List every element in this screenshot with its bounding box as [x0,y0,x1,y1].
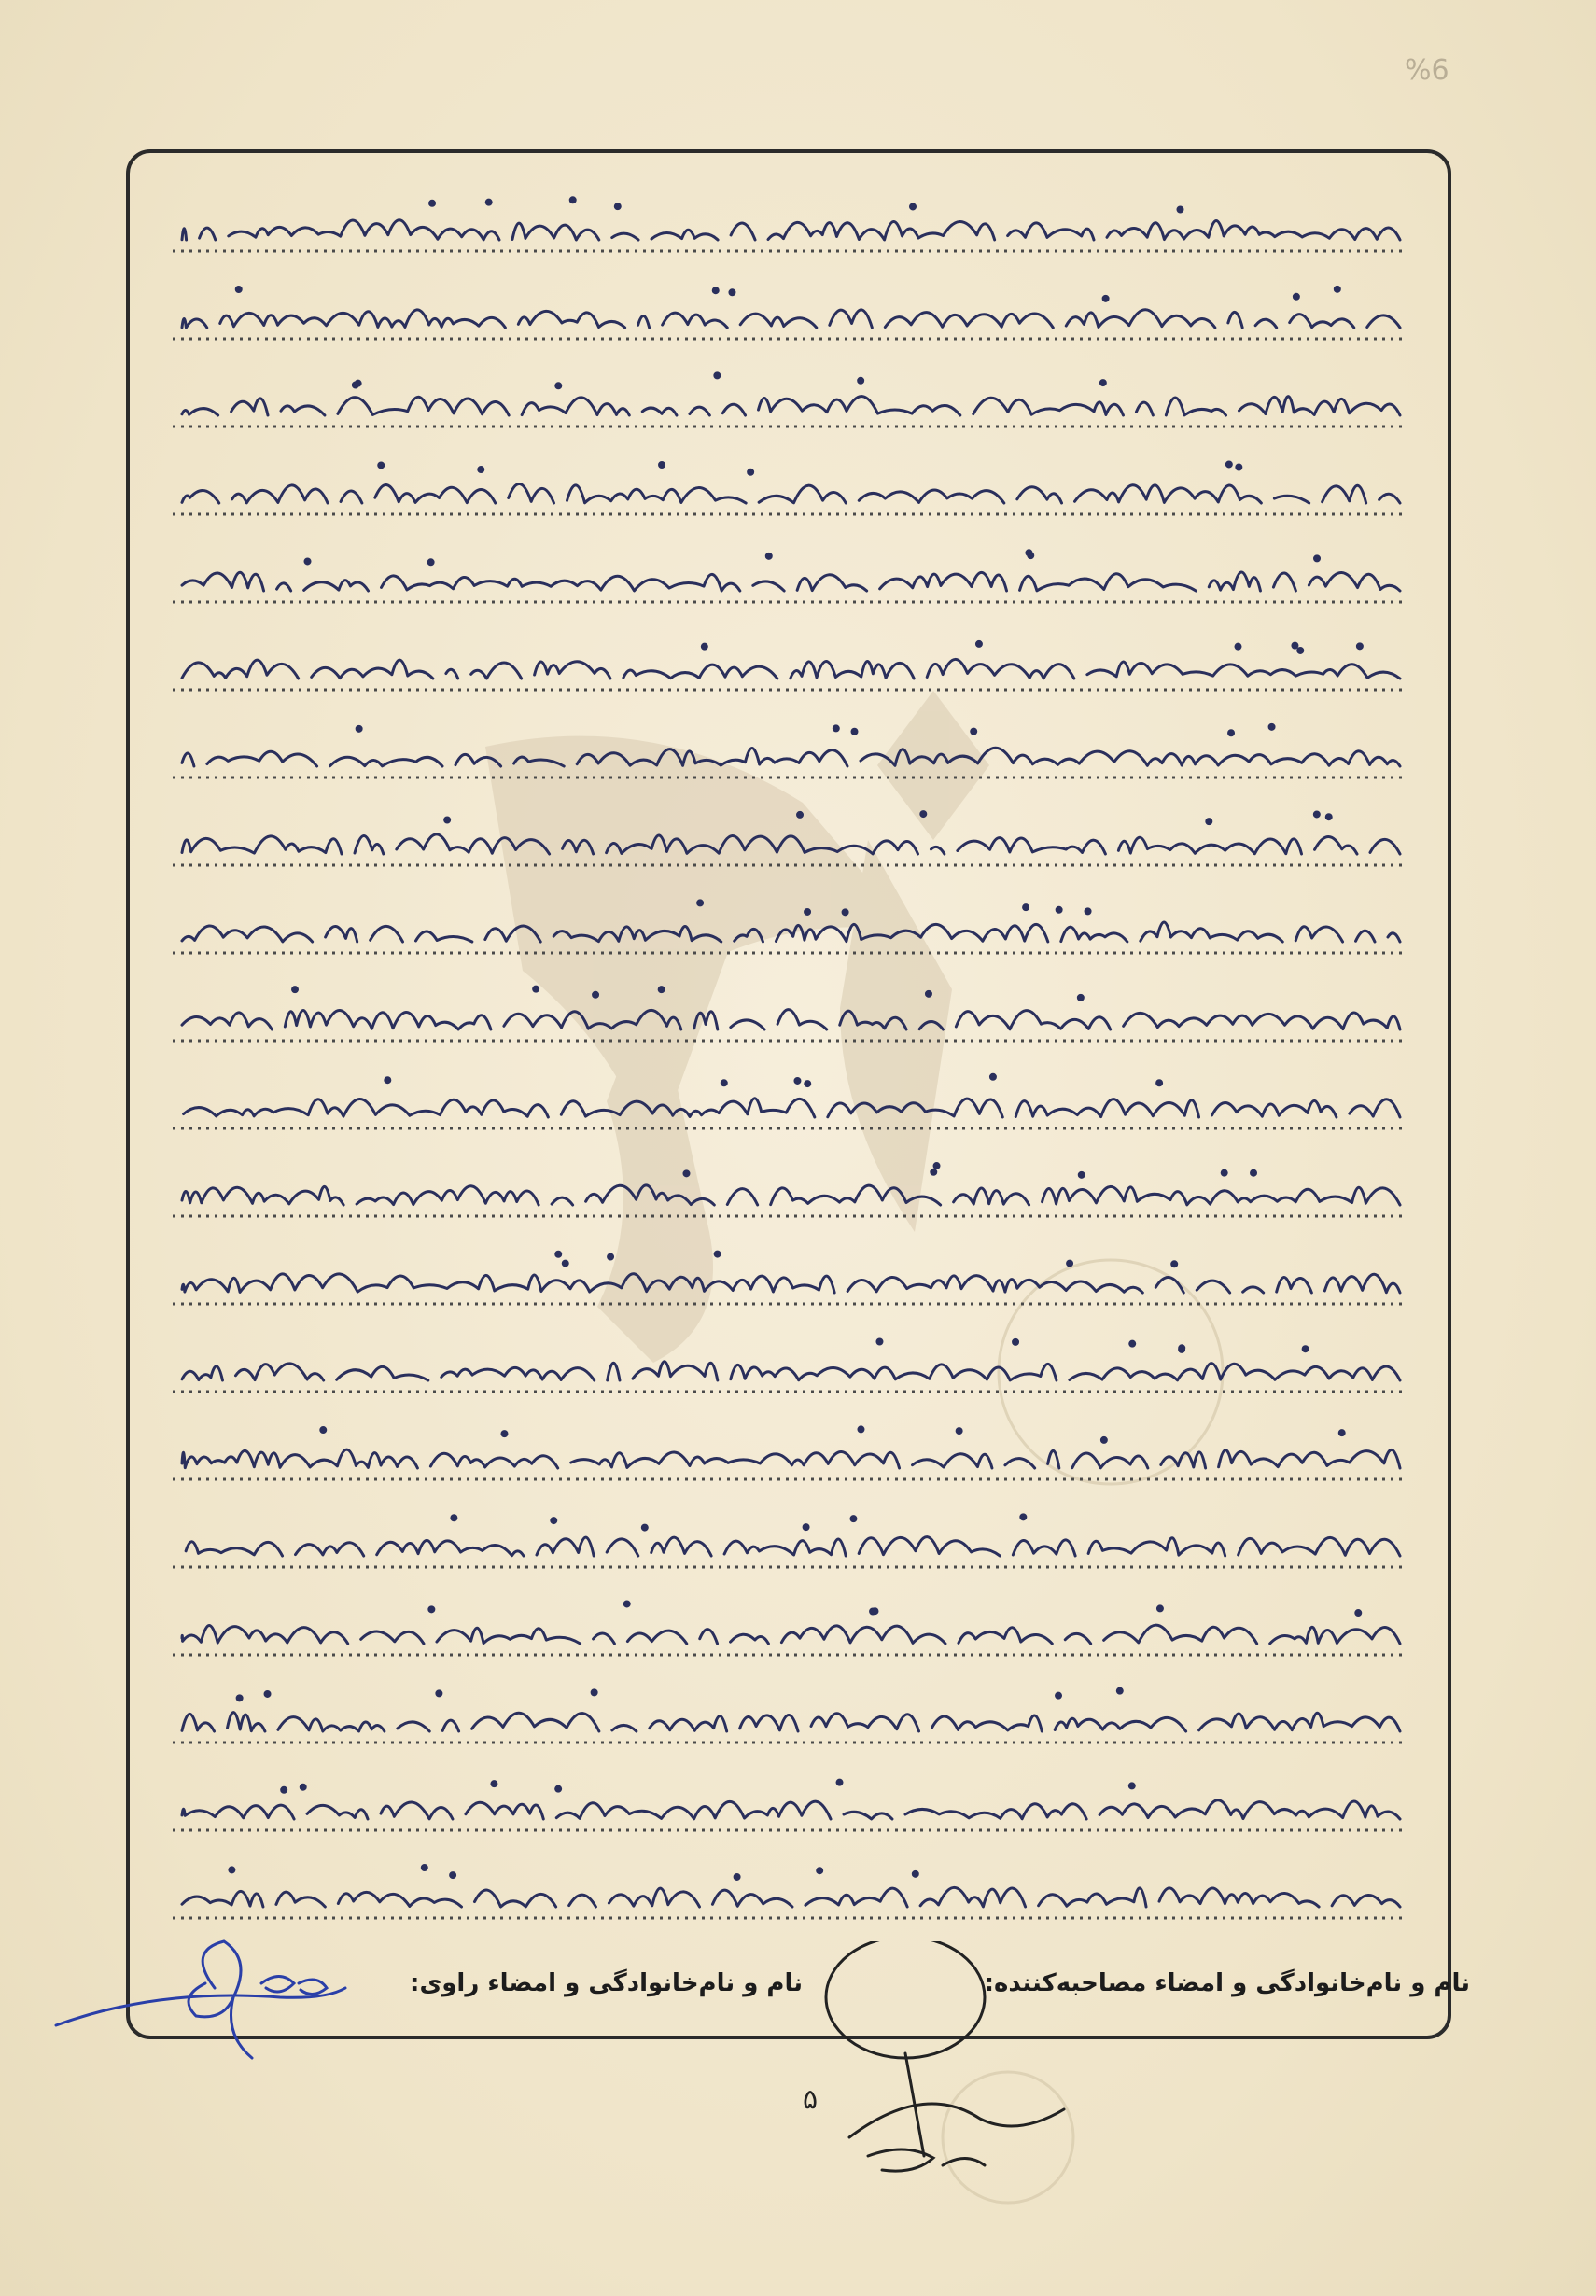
diacritic-dot [1057,907,1061,912]
diacritic-dot [1252,1170,1256,1175]
diacritic-dot [357,726,361,731]
diacritic-dot [1180,1346,1184,1351]
handwritten-line [173,1537,1400,1556]
diacritic-dot [721,1081,726,1085]
diacritic-dot [445,818,450,822]
diacritic-dot [1172,1262,1177,1267]
diacritic-dot [851,1517,856,1521]
diacritic-dot [749,469,753,474]
corner-mark: %6 [1405,54,1449,87]
diacritic-dot [713,288,718,293]
diacritic-dot [556,384,561,388]
diacritic-dot [926,991,931,996]
diacritic-dot [552,1519,556,1523]
diacritic-dot [1103,296,1108,301]
diacritic-dot [871,1609,875,1614]
diacritic-dot [230,1868,234,1872]
handwritten-line [182,1625,1400,1644]
diacritic-dot [556,1252,561,1256]
diacritic-dot [833,726,838,731]
diacritic-dot [624,1602,629,1606]
diacritic-dot [1101,1437,1106,1442]
diacritic-dot [451,1873,455,1878]
diacritic-dot [1222,1170,1226,1175]
diacritic-dot [379,463,384,468]
diacritic-dot [1078,995,1083,1000]
diacritic-dot [594,992,598,997]
handwritten-line [182,748,1400,766]
handwritten-line [171,1099,1400,1117]
diacritic-dot [1129,1784,1134,1788]
diacritic-dot [877,1339,882,1344]
diacritic-dot [1315,556,1320,561]
handwritten-line [182,483,1400,503]
diacritic-dot [1068,1261,1072,1266]
diacritic-dot [1130,1341,1135,1346]
diacritic-dot [957,1429,961,1434]
diacritic-dot [1100,381,1105,385]
diacritic-dot [852,729,857,734]
diacritic-dot [1314,812,1319,817]
handwritten-line [182,1362,1400,1380]
diacritic-dot [1157,1606,1162,1611]
handwritten-line [182,1887,1400,1907]
diacritic-dot [818,1869,822,1873]
diacritic-dot [1157,1081,1162,1085]
diacritic-dot [570,198,575,203]
handwritten-line [182,1185,1400,1205]
diacritic-dot [804,1525,808,1530]
diacritic-dot [698,901,703,905]
diacritic-dot [237,1696,242,1701]
diacritic-dot [843,910,847,915]
narrator-signature [47,1932,355,2063]
diacritic-dot [684,1171,689,1176]
diacritic-dot [1229,731,1234,735]
diacritic-dot [452,1516,456,1520]
diacritic-dot [1027,551,1031,555]
diacritic-dot [1178,207,1183,212]
diacritic-dot [479,468,483,472]
handwritten-line [182,834,1400,854]
diacritic-dot [1014,1339,1018,1344]
diacritic-dot [660,462,665,467]
diacritic-dot [1339,1431,1344,1435]
diacritic-dot [1024,905,1029,910]
diacritic-dot [642,1525,647,1530]
diacritic-dot [437,1691,441,1696]
page-number: ۵ [803,2083,819,2116]
diacritic-dot [1207,819,1211,824]
diacritic-dot [430,201,435,205]
diacritic-dot [1021,1515,1026,1519]
diacritic-dot [321,1428,326,1433]
handwritten-line [182,1800,1400,1819]
diacritic-dot [1085,909,1090,914]
diacritic-dot [265,1691,270,1696]
diacritic-dot [385,1078,390,1083]
diacritic-dot [353,383,357,387]
diacritic-dot [1057,1693,1061,1698]
diacritic-dot [972,729,976,734]
diacritic-dot [1303,1347,1308,1351]
diacritic-dot [1237,465,1241,469]
diacritic-dot [735,1874,739,1879]
diacritic-dot [486,200,491,204]
diacritic-dot [1269,724,1274,729]
diacritic-dot [913,1871,917,1876]
handwritten-line [182,1010,1400,1029]
interviewer-signature [793,1941,1101,2193]
diacritic-dot [715,1252,720,1256]
handwritten-line [182,310,1400,328]
diacritic-dot [592,1690,596,1695]
interviewer-signature-label: نام و نام‌خانوادگی و امضاء مصاحبه‌کننده: [984,1969,1470,1997]
diacritic-dot [282,1787,287,1792]
handwritten-line [182,397,1400,415]
diacritic-dot [859,1427,863,1432]
diacritic-dot [715,373,720,378]
diacritic-dot [1356,1611,1361,1616]
diacritic-dot [556,1786,561,1791]
diacritic-dot [301,1785,305,1789]
diacritic-dot [609,1254,613,1259]
handwritten-line [182,922,1400,942]
diacritic-dot [837,1780,842,1785]
handwritten-line [182,1449,1400,1468]
diacritic-dot [702,644,707,649]
handwriting-ink [163,182,1414,1955]
diacritic-dot [921,812,926,817]
diacritic-dot [859,378,863,383]
diacritic-dot [730,290,735,295]
diacritic-dot [798,812,803,817]
diacritic-dot [659,987,664,992]
diacritic-dot [795,1078,800,1083]
handwritten-line [182,572,1400,591]
diacritic-dot [502,1432,507,1436]
handwritten-line [182,220,1400,240]
diacritic-dot [931,1169,936,1174]
diacritic-dot [1294,294,1298,299]
diacritic-dot [428,560,433,565]
diacritic-dot [305,559,310,564]
diacritic-dot [766,553,771,558]
diacritic-dot [1117,1688,1122,1693]
diacritic-dot [563,1261,567,1266]
diacritic-dot [805,909,810,914]
diacritic-dot [1226,462,1231,467]
handwritten-line [169,659,1400,679]
diacritic-dot [805,1082,810,1086]
diacritic-dot [492,1782,497,1786]
diacritic-dot [534,987,539,991]
narrator-signature-label: نام و نام‌خانوادگی و امضاء راوی: [410,1969,803,1997]
handwritten-line [169,1274,1400,1293]
handwritten-text-block [163,182,1414,1955]
diacritic-dot [429,1607,434,1612]
diacritic-dot [1335,287,1339,291]
diacritic-dot [293,987,298,992]
diacritic-dot [1357,644,1362,649]
diacritic-dot [236,287,241,291]
diacritic-dot [422,1865,427,1869]
diacritic-dot [1326,815,1331,819]
diacritic-dot [911,204,916,209]
diacritic-dot [934,1164,939,1169]
diacritic-dot [1236,644,1240,649]
diacritic-dot [1293,643,1297,648]
diacritic-dot [1079,1172,1084,1177]
diacritic-dot [976,641,981,646]
diacritic-dot [990,1074,995,1079]
diacritic-dot [1298,648,1303,652]
diacritic-dot [615,204,620,209]
handwritten-line [182,1713,1400,1731]
